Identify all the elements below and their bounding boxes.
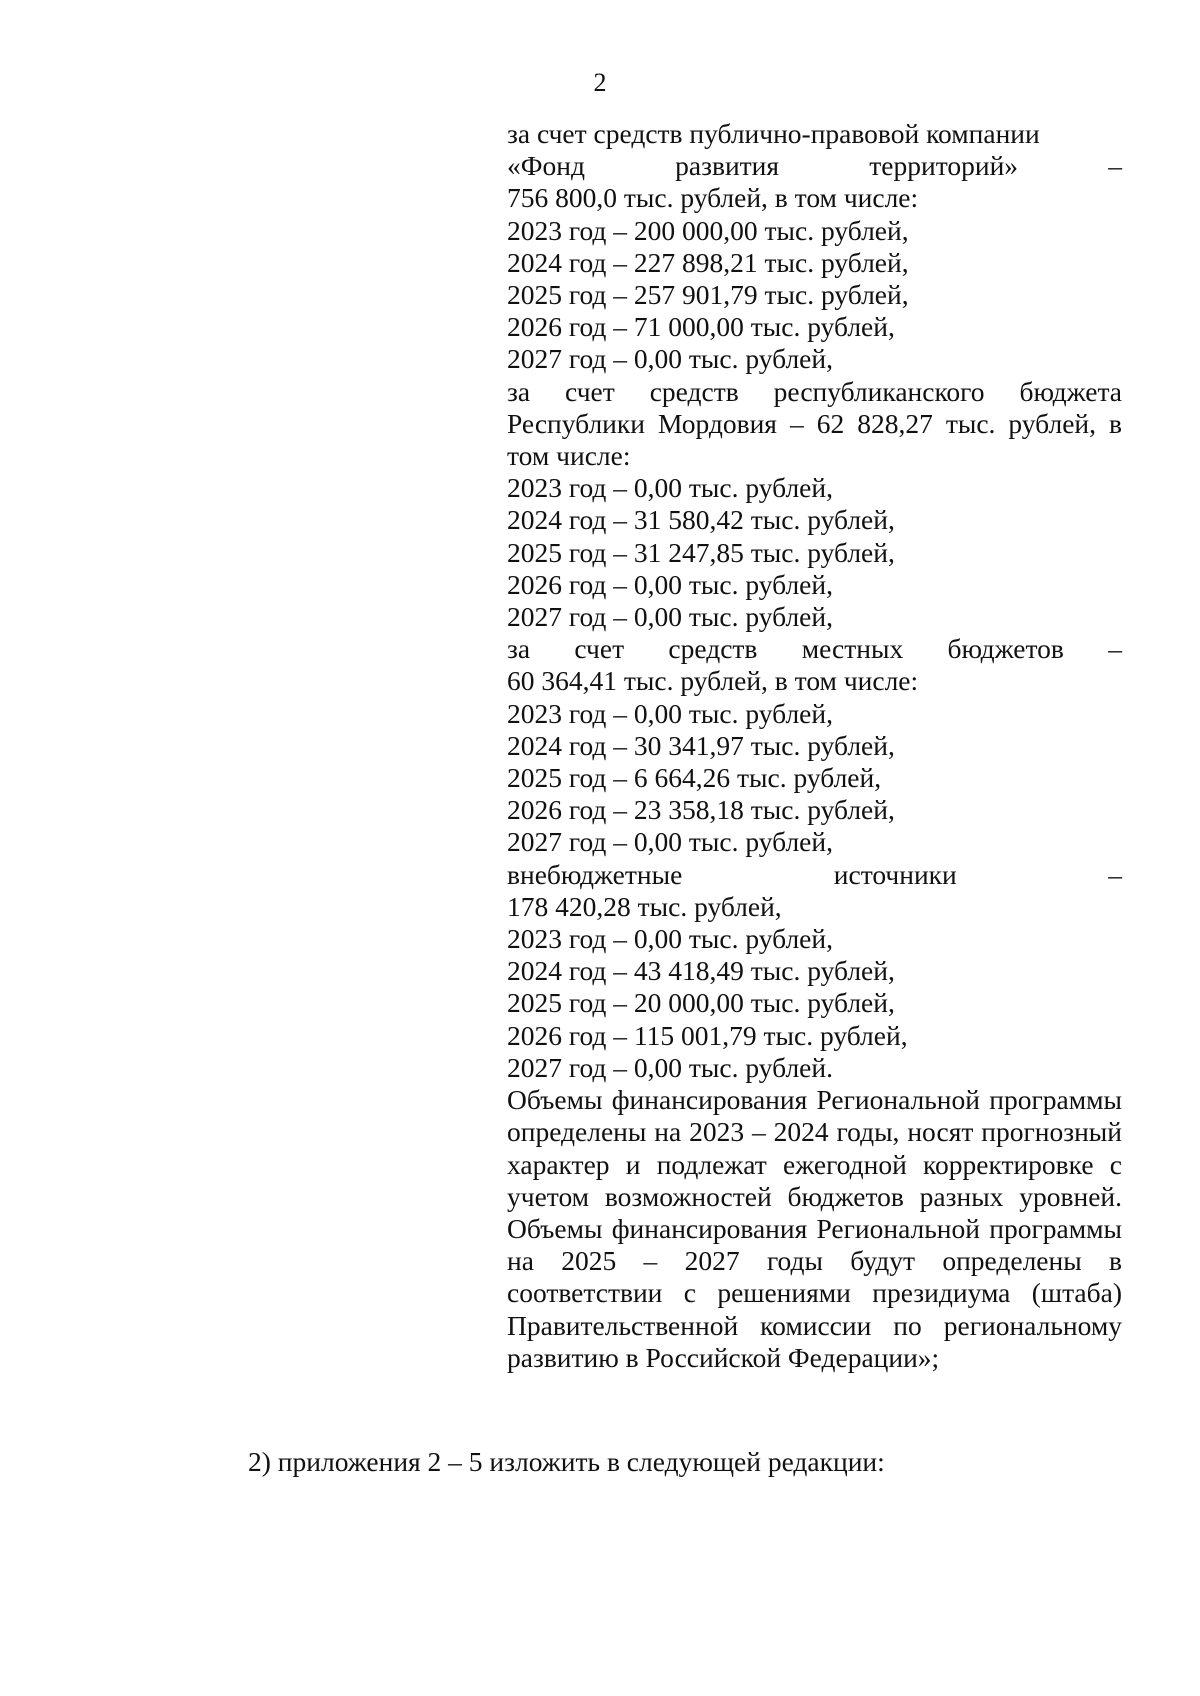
fund-year-2024: 2024 год – 227 898,21 тыс. рублей, <box>507 246 909 278</box>
local-word: бюджетов <box>947 633 1064 665</box>
extra-year-2027: 2027 год – 0,00 тыс. рублей. <box>507 1051 833 1083</box>
extra-year-2023: 2023 год – 0,00 тыс. рублей, <box>507 923 833 955</box>
fund-year-2025: 2025 год – 257 901,79 тыс. рублей, <box>507 279 909 311</box>
local-word: местных <box>801 633 904 665</box>
extra-dash: – <box>1108 858 1122 890</box>
republic-budget-paragraph: за счет средств республиканского бюджета Республики Мордовия – 62 828,27 тыс. рублей, в том числе: <box>507 375 1122 472</box>
local-year-2026: 2026 год – 23 358,18 тыс. рублей, <box>507 794 895 826</box>
local-total: 60 364,41 тыс. рублей, в том числе: <box>507 665 919 697</box>
local-word: счет <box>574 633 625 665</box>
extra-year-2024: 2024 год – 43 418,49 тыс. рублей, <box>507 955 895 987</box>
fund-year-2027: 2027 год – 0,00 тыс. рублей, <box>507 343 833 375</box>
republic-year-2026: 2026 год – 0,00 тыс. рублей, <box>507 568 833 600</box>
local-word: за <box>507 633 531 665</box>
republic-year-2025: 2025 год – 31 247,85 тыс. рублей, <box>507 536 895 568</box>
item-2-appendices: 2) приложения 2 – 5 изложить в следующей редакции: <box>248 1446 885 1477</box>
extra-budget-line <box>507 859 1122 891</box>
page-number: 2 <box>593 68 607 97</box>
fund-name-word: «Фонд <box>507 150 585 182</box>
local-year-2025: 2025 год – 6 664,26 тыс. рублей, <box>507 762 882 794</box>
extra-word: источники <box>833 858 957 890</box>
extra-word: внебюджетные <box>507 858 683 890</box>
local-year-2024: 2024 год – 30 341,97 тыс. рублей, <box>507 729 895 761</box>
fund-total: 756 800,0 тыс. рублей, в том числе: <box>507 182 919 214</box>
financing-block <box>507 118 1122 1374</box>
extra-year-2025: 2025 год – 20 000,00 тыс. рублей, <box>507 987 895 1019</box>
extra-total: 178 420,28 тыс. рублей, <box>507 890 782 922</box>
local-dash: – <box>1108 633 1122 665</box>
republic-year-2024: 2024 год – 31 580,42 тыс. рублей, <box>507 504 895 536</box>
fund-year-2026: 2026 год – 71 000,00 тыс. рублей, <box>507 311 895 343</box>
fund-name-word: развития <box>675 150 780 182</box>
extra-year-2026: 2026 год – 115 001,79 тыс. рублей, <box>507 1019 908 1051</box>
republic-year-2027: 2027 год – 0,00 тыс. рублей, <box>507 601 833 633</box>
volumes-paragraph: Объемы финансирования Региональной программы определены на 2023 – 2024 годы, носят прогнозный характер и подлежат ежегодной корректировке с учетом возможностей бюджетов разных уровней. Объемы финансирования Региональной программы на 2025 – 2027 годы будут определены в соответствии с решениями президиума (штаба) Правительственной комиссии по региональному развитию в Российской Федерации»; <box>507 1084 1122 1373</box>
fund-year-2023: 2023 год – 200 000,00 тыс. рублей, <box>507 214 909 246</box>
fund-intro-line: за счет средств публично-правовой компании <box>507 118 1040 149</box>
fund-name-line <box>507 150 1122 182</box>
local-year-2027: 2027 год – 0,00 тыс. рублей, <box>507 826 833 858</box>
local-budget-line <box>507 633 1122 665</box>
fund-name-dash: – <box>1108 150 1122 182</box>
local-word: средств <box>668 633 758 665</box>
republic-year-2023: 2023 год – 0,00 тыс. рублей, <box>507 472 833 504</box>
local-year-2023: 2023 год – 0,00 тыс. рублей, <box>507 697 833 729</box>
fund-name-word: территорий» <box>869 150 1019 182</box>
